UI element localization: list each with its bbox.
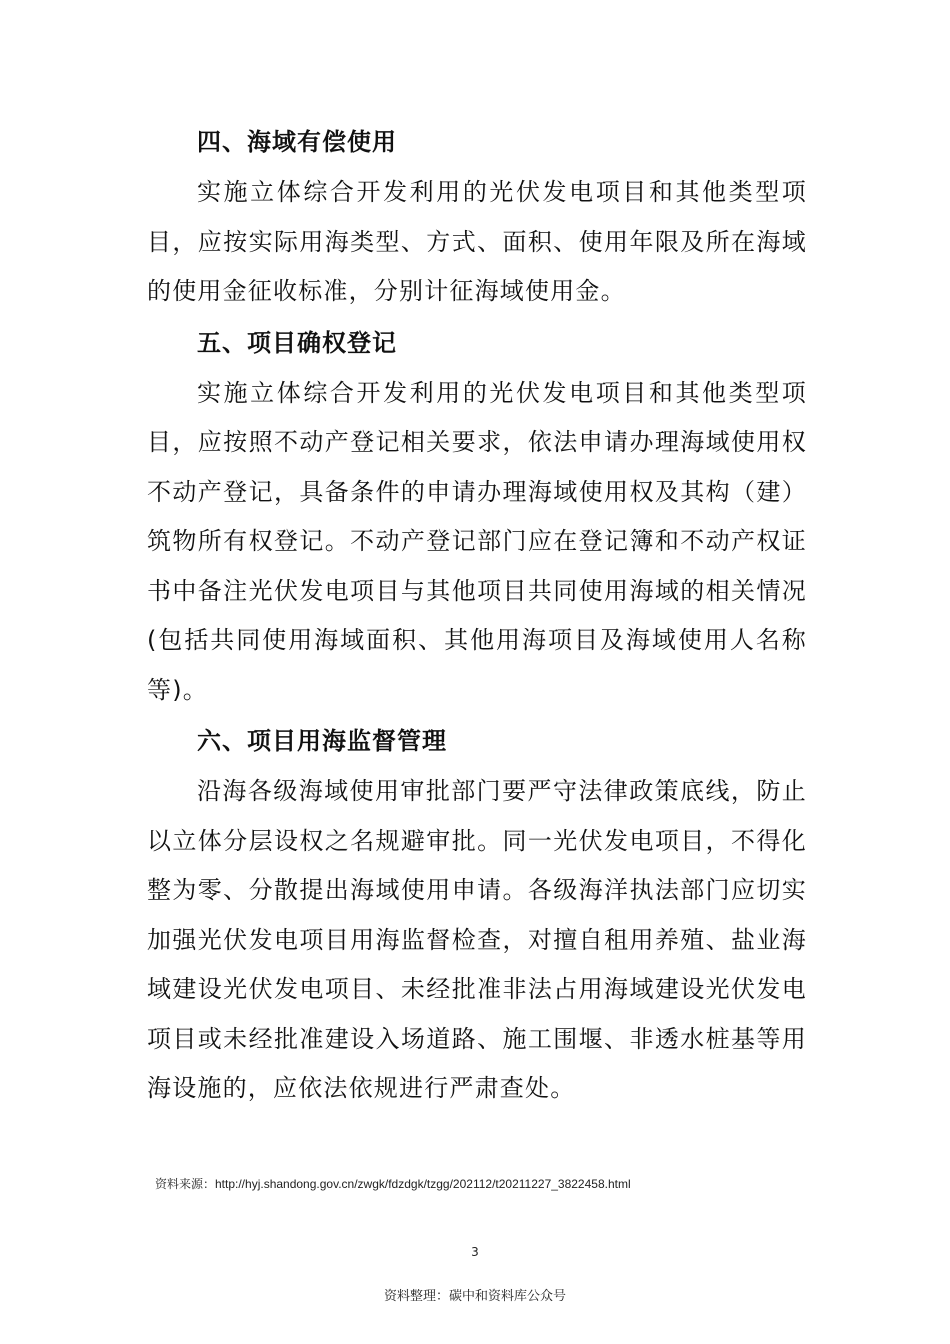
section-heading-5: 五、项目确权登记 <box>197 328 397 357</box>
section-heading-6: 六、项目用海监督管理 <box>197 727 447 755</box>
page-number: 3 <box>471 1245 479 1259</box>
footer-note: 资料整理：碳中和资料库公众号 <box>383 1289 566 1304</box>
section-heading-4: 四、海域有偿使用 <box>197 128 397 156</box>
section-paragraph-6: 沿海各级海域使用审批部门要严守法律政策底线，防止以立体分层设权之名规避审批。同一光伏发电项目，不得化整为零、分散提出海域使用申请。各级海洋执法部门应切实加强光伏发电项目用海监督检查，对擅自租用养殖、盐业海域建设光伏发电项目、未经批准非法占用海域建设光伏发电项目或未经批准建设入场道路、施工围堰、非透水桩基等用海设施的，应依法依规进行严肃查处。 <box>147 777 807 1102</box>
section-paragraph-4: 实施立体综合开发利用的光伏发电项目和其他类型项目，应按实际用海类型、方式、面积、使用年限及所在海域的使用金征收标准，分别计征海域使用金。 <box>147 178 807 305</box>
document-body <box>147 118 807 1116</box>
source-note: 资料来源：http://hyj.shandong.gov.cn/zwgk/fdzdgk/tzgg/202112/t20211227_3822458.html <box>155 1177 631 1191</box>
section-paragraph-5: 实施立体综合开发利用的光伏发电项目和其他类型项目，应按照不动产登记相关要求，依法申请办理海域使用权不动产登记，具备条件的申请办理海域使用权及其构（建）筑物所有权登记。不动产登记部门应在登记簿和不动产权证书中备注光伏发电项目与其他项目共同使用海域的相关情况(包括共同使用海域面积、其他用海项目及海域使用人名称等)。 <box>147 378 807 704</box>
